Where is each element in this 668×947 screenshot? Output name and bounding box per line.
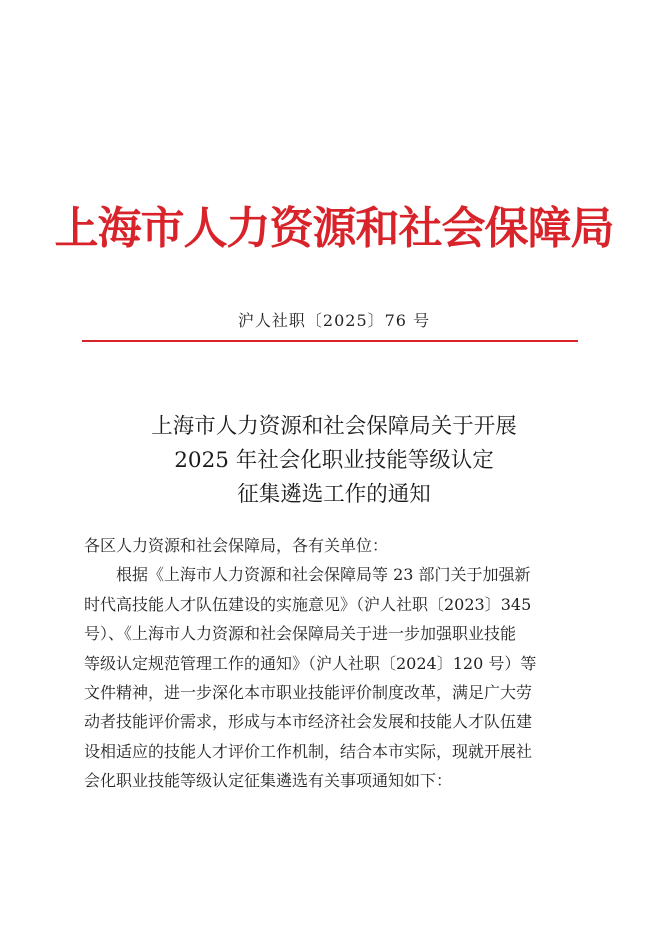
issuing-authority-masthead: 上海市人力资源和社会保障局 (54, 203, 614, 254)
paragraph-line-4: 等级认定规范管理工作的通知》（沪人社职〔2024〕120 号）等 (84, 653, 537, 673)
title-line-3: 征集遴选工作的通知 (237, 482, 431, 507)
document-number: 沪人社职〔2025〕76 号 (237, 311, 431, 330)
paragraph-line-7: 设相适应的技能人才评价工作机制，结合本市实际，现就开展社 (84, 741, 533, 761)
salutation: 各区人力资源和社会保障局，各有关单位： (84, 536, 389, 555)
paragraph-line-6: 动者技能评价需求，形成与本市经济社会发展和技能人才队伍建 (84, 712, 533, 732)
red-separator-line (82, 340, 578, 342)
paragraph-line-8: 会化职业技能等级认定征集遴选有关事项通知如下： (84, 771, 453, 791)
paragraph-line-3: 号）、《上海市人力资源和社会保障局关于进一步加强职业技能 (84, 624, 517, 644)
paragraph-line-2: 时代高技能人才队伍建设的实施意见》（沪人社职〔2023〕345 (84, 594, 532, 614)
paragraph-line-1: 根据《上海市人力资源和社会保障局等 23 部门关于加强新 (116, 565, 531, 585)
paragraph-line-5: 文件精神，进一步深化本市职业技能评价制度改革，满足广大劳 (84, 683, 533, 703)
document-body (84, 531, 584, 796)
title-line-2: 2025 年社会化职业技能等级认定 (174, 448, 494, 473)
document-title (0, 410, 668, 512)
title-line-1: 上海市人力资源和社会保障局关于开展 (151, 414, 517, 439)
